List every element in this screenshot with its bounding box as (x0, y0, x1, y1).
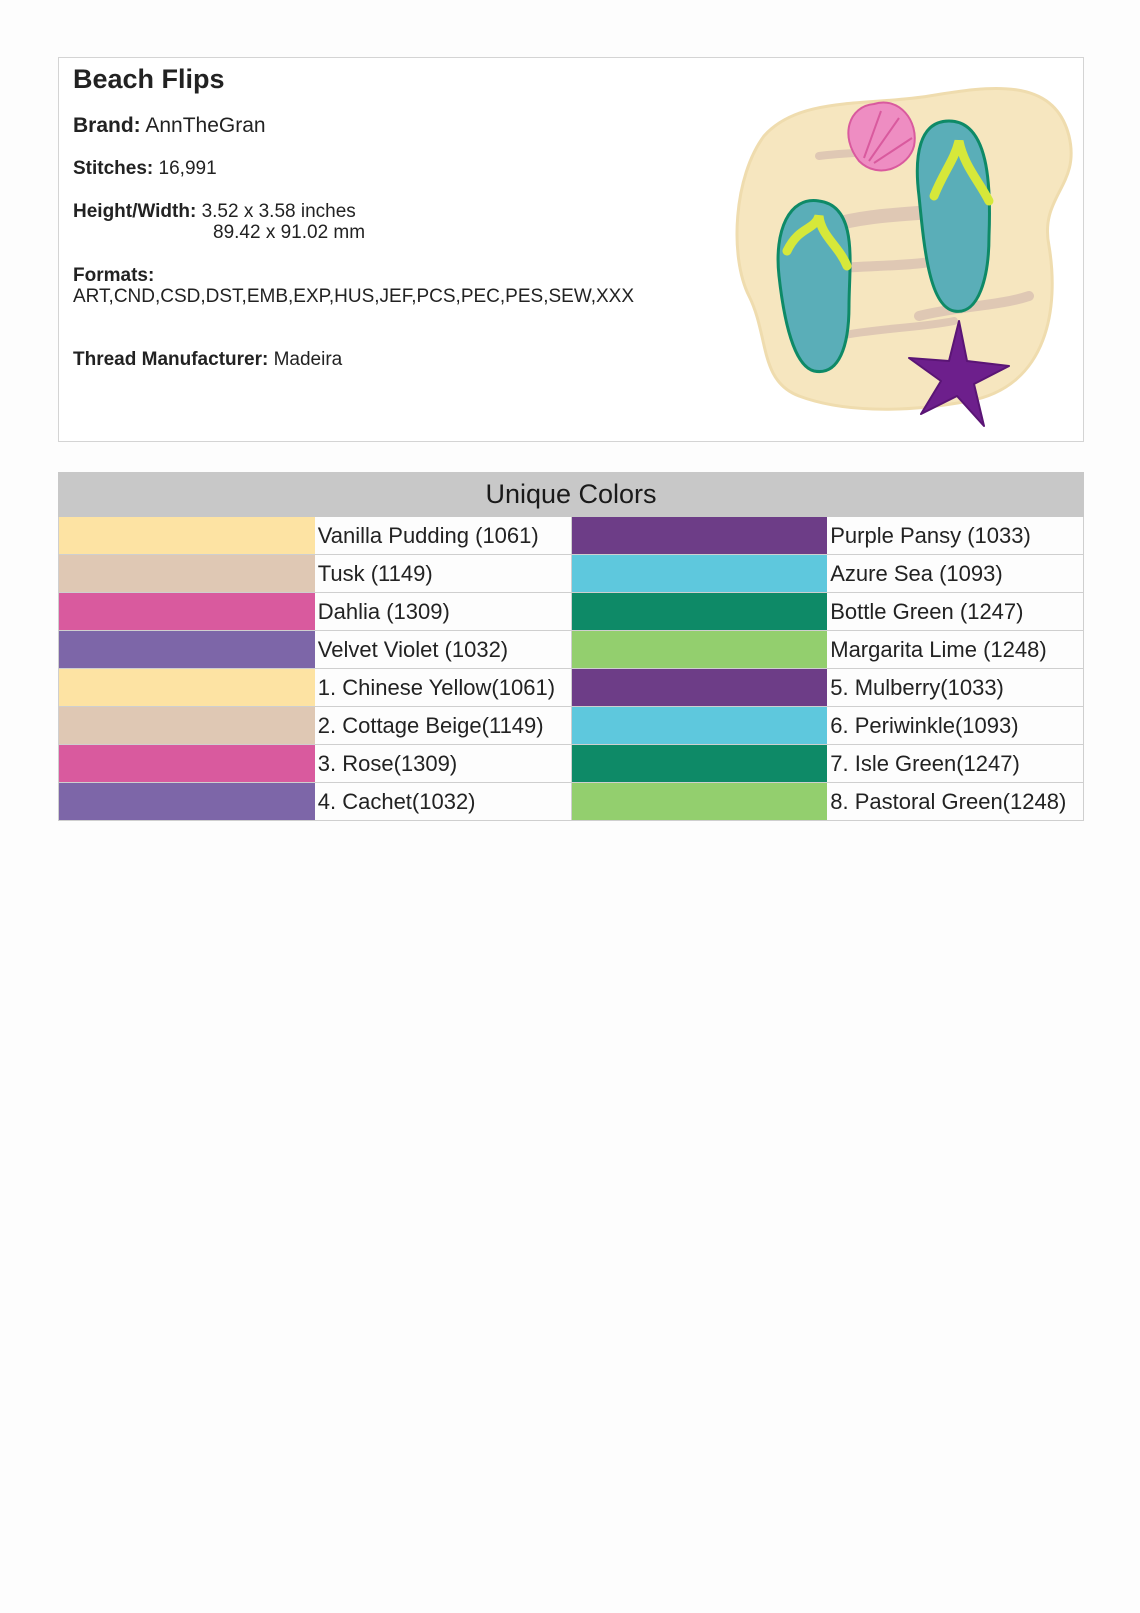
formats-label: Formats: (73, 265, 155, 286)
height-width-label: Height/Width: (73, 201, 197, 222)
color-swatch (59, 517, 315, 555)
unique-colors-table (58, 472, 1084, 821)
color-swatch (571, 517, 827, 555)
color-name: Bottle Green (1247) (827, 593, 1083, 631)
brand-field (73, 115, 266, 136)
color-swatch (59, 593, 315, 631)
color-swatch (571, 783, 827, 821)
color-row (59, 555, 1084, 593)
color-swatch (59, 555, 315, 593)
color-name: Velvet Violet (1032) (315, 631, 571, 669)
color-swatch (59, 631, 315, 669)
height-width-inches: 3.52 x 3.58 inches (201, 201, 356, 222)
color-swatch (59, 745, 315, 783)
height-width-field (73, 201, 356, 222)
color-name: 5. Mulberry(1033) (827, 669, 1083, 707)
color-swatch (59, 669, 315, 707)
color-swatch (571, 555, 827, 593)
color-name: 4. Cachet(1032) (315, 783, 571, 821)
design-title: Beach Flips (73, 64, 225, 94)
color-name: Tusk (1149) (315, 555, 571, 593)
color-swatch (571, 593, 827, 631)
stitches-field (73, 158, 217, 179)
color-swatch (571, 669, 827, 707)
brand-label: Brand: (73, 114, 141, 137)
brand-value: AnnTheGran (145, 114, 266, 137)
color-swatch (571, 707, 827, 745)
color-name: Margarita Lime (1248) (827, 631, 1083, 669)
color-swatch (571, 631, 827, 669)
design-info-panel (58, 57, 1084, 442)
thread-manufacturer-field (73, 349, 342, 370)
color-swatch (59, 707, 315, 745)
color-name: 3. Rose(1309) (315, 745, 571, 783)
color-row (59, 517, 1084, 555)
color-swatch (571, 745, 827, 783)
color-row (59, 783, 1084, 821)
seashell-icon (848, 102, 914, 170)
thread-manufacturer-label: Thread Manufacturer: (73, 349, 269, 370)
color-name: Purple Pansy (1033) (827, 517, 1083, 555)
color-swatch (59, 783, 315, 821)
color-row (59, 669, 1084, 707)
color-row (59, 707, 1084, 745)
color-name: Vanilla Pudding (1061) (315, 517, 571, 555)
color-row (59, 745, 1084, 783)
color-name: Dahlia (1309) (315, 593, 571, 631)
color-name: 2. Cottage Beige(1149) (315, 707, 571, 745)
color-name: 8. Pastoral Green(1248) (827, 783, 1083, 821)
thread-manufacturer-value: Madeira (273, 349, 343, 370)
color-name: 7. Isle Green(1247) (827, 745, 1083, 783)
stitches-label: Stitches: (73, 158, 154, 179)
formats-value: ART,CND,CSD,DST,EMB,EXP,HUS,JEF,PCS,PEC,PES,SEW,XXX (73, 286, 635, 307)
color-name: 1. Chinese Yellow(1061) (315, 669, 571, 707)
color-name: 6. Periwinkle(1093) (827, 707, 1083, 745)
stitches-value: 16,991 (158, 158, 217, 179)
color-name: Azure Sea (1093) (827, 555, 1083, 593)
color-row (59, 631, 1084, 669)
embroidery-design-preview (709, 66, 1079, 436)
unique-colors-heading: Unique Colors (59, 473, 1084, 517)
color-row (59, 593, 1084, 631)
height-width-mm: 89.42 x 91.02 mm (213, 222, 366, 243)
